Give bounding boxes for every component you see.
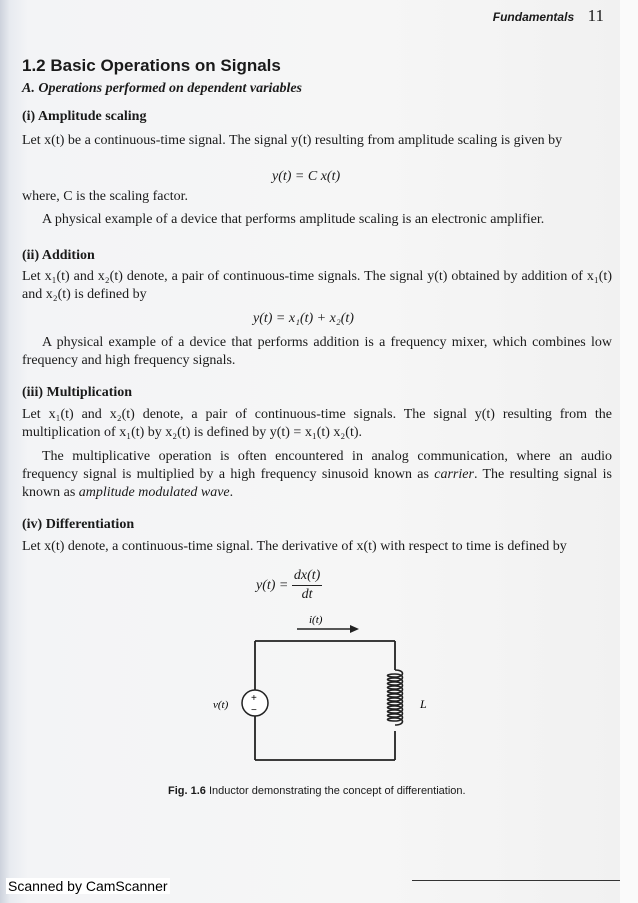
bottom-rule	[412, 880, 620, 881]
addition-example: A physical example of a device that performs addition is a frequency mixer, which combines low frequency and high frequency signals.	[22, 335, 612, 369]
current-arrow-head	[350, 625, 359, 633]
camscanner-watermark: Scanned by CamScanner	[8, 878, 168, 894]
inductor-coil	[388, 670, 403, 725]
current-label: i(t)	[309, 614, 323, 626]
differentiation-heading: (iv) Differentiation	[22, 517, 135, 532]
amplitude-scaling-equation: y(t) = C x(t)	[272, 169, 341, 184]
addition-equation: y(t) = x₁(t) + x₂(t)	[253, 311, 354, 326]
diff-numerator: dx(t)	[292, 567, 322, 586]
source-plus: +	[251, 693, 257, 704]
amplitude-scaling-text: Let x(t) be a continuous-time signal. The signal y(t) resulting from amplitude scaling is given by	[22, 133, 563, 148]
diff-denominator: dt	[301, 587, 313, 603]
carrier-term: carrier	[434, 467, 474, 483]
addition-text: Let x₁(t) and x₂(t) denote, a pair of continuous-time signals. The signal y(t) obtained by addition of x₁(t) and x₂(t) is defined by	[22, 269, 612, 303]
source-minus: −	[251, 705, 257, 716]
figure-caption-text: Inductor demonstrating the concept of differentiation.	[205, 785, 466, 797]
figure-caption	[168, 784, 466, 798]
amplitude-scaling-heading: (i) Amplitude scaling	[22, 109, 147, 124]
scan-margin	[620, 0, 638, 903]
inductor-label: L	[420, 697, 427, 711]
addition-heading: (ii) Addition	[22, 248, 95, 263]
section-title: 1.2 Basic Operations on Signals	[22, 56, 281, 75]
amplitude-scaling-example: A physical example of a device that performs amplitude scaling is an electronic amplifier.	[42, 212, 545, 227]
source-label: v(t)	[213, 699, 229, 711]
figure-number: Fig. 1.6	[168, 785, 206, 797]
multiplication-example-part3: .	[229, 485, 234, 501]
am-wave-term: amplitude modulated wave	[78, 485, 230, 501]
diff-eq-lhs: y(t) =	[256, 577, 289, 593]
page-number: 11	[587, 6, 604, 25]
running-header-section: Fundamentals	[492, 10, 575, 24]
multiplication-heading: (iii) Multiplication	[22, 385, 133, 400]
subsection-a-heading: A. Operations performed on dependent variables	[22, 81, 302, 96]
differentiation-text: Let x(t) denote, a continuous-time signal. The derivative of x(t) with respect to time is defined by	[22, 539, 567, 554]
multiplication-example-part1: The multiplicative operation is often encountered in analog communication, where an audio frequency signal is multiplied by a high frequency sinusoid known as	[22, 449, 612, 483]
multiplication-example-part2: . The resulting signal is known as	[22, 467, 612, 501]
scaling-factor-note: where, C is the scaling factor.	[22, 189, 189, 204]
multiplication-text: Let x₁(t) and x₂(t) denote, a pair of continuous-time signals. The signal y(t) resulting from the multiplication of x₁(t) by x₂(t) is defined by y(t) = x₁(t) x₂(t).	[22, 407, 612, 441]
